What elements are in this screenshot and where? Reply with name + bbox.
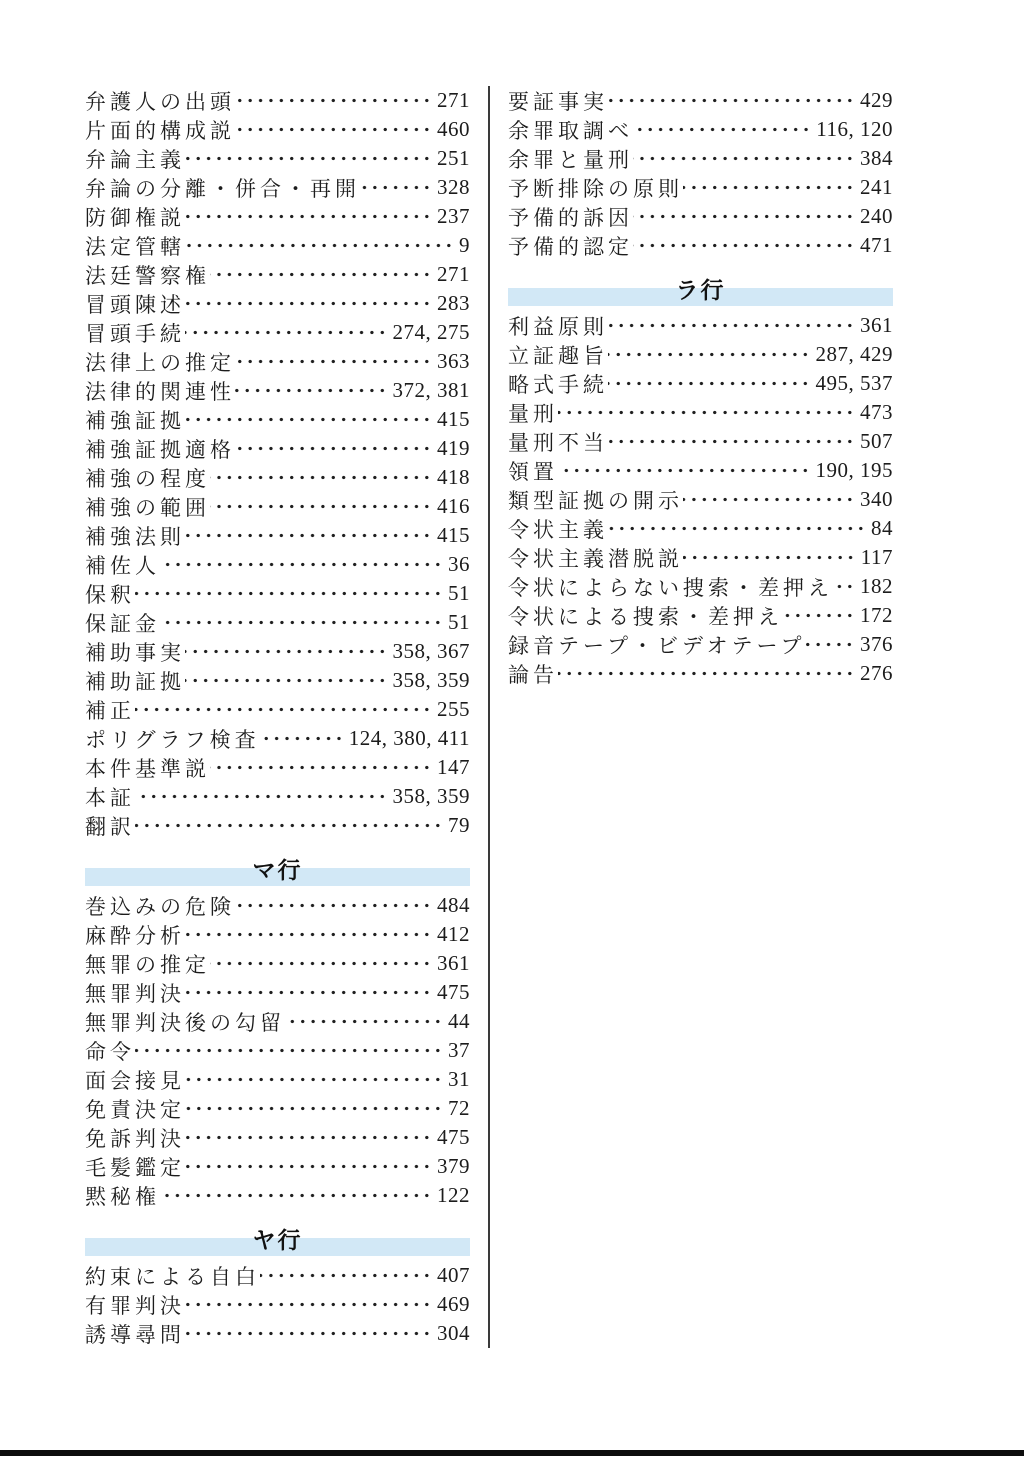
index-entry [85,1181,470,1210]
index-entry [85,637,470,666]
dot-leader [608,90,855,111]
entry-pages: 415 [437,407,470,431]
entry-term: 余罪と量刑 [508,147,633,172]
entry-term: 補正 [85,698,135,723]
entry-term: 補強証拠適格 [85,437,235,462]
index-entry [508,398,893,427]
entry-term: 保釈 [85,582,135,607]
dot-leader [608,373,811,394]
entry-pages: 363 [437,349,470,373]
entry-pages: 361 [437,951,470,975]
entry-term: 冒頭陳述 [85,292,185,317]
index-entry [85,1261,470,1290]
entry-term: 予備的訴因 [508,205,633,230]
entry-pages: 507 [860,429,893,453]
dot-leader [633,148,855,169]
entry-pages: 473 [860,400,893,424]
index-entry [85,86,470,115]
column-divider [488,86,490,1348]
index-entry [508,427,893,456]
index-entry [85,463,470,492]
entry-term: 面会接見 [85,1068,185,1093]
index-entry [85,1065,470,1094]
dot-leader [285,1011,443,1032]
index-entry [85,202,470,231]
index-entry [85,949,470,978]
dot-leader [210,496,432,517]
dot-leader [235,380,388,401]
index-entry [85,695,470,724]
dot-leader [805,634,855,655]
entry-term: 免責決定 [85,1097,185,1122]
dot-leader [633,206,855,227]
dot-leader [608,344,811,365]
index-entry [85,115,470,144]
entry-term: 黙秘権 [85,1184,160,1209]
section-header [85,852,470,886]
entry-term: 要証事実 [508,89,608,114]
index-entry [85,753,470,782]
entry-term: 予断排除の原則 [508,176,683,201]
entry-term: 補強の範囲 [85,495,210,520]
dot-leader [185,293,432,314]
entry-pages: 240 [860,204,893,228]
entry-pages: 44 [448,1009,470,1033]
entry-term: 片面的構成説 [85,118,235,143]
entry-pages: 358, 359 [392,668,470,692]
entry-pages: 271 [437,88,470,112]
entry-pages: 460 [437,117,470,141]
entry-pages: 384 [860,146,893,170]
entry-term: 法律的関連性 [85,379,235,404]
entry-pages: 418 [437,465,470,489]
dot-leader [185,525,432,546]
entry-pages: 340 [860,487,893,511]
index-entry [85,891,470,920]
entry-term: 補佐人 [85,553,160,578]
index-entry [85,550,470,579]
entry-term: 毛髪鑑定 [85,1155,185,1180]
entry-term: 補助証拠 [85,669,185,694]
dot-leader [160,554,443,575]
index-entry [85,492,470,521]
section-header [508,272,893,306]
entry-pages: 475 [437,980,470,1004]
entry-term: 法廷警察権 [85,263,210,288]
index-entry [85,782,470,811]
entry-term: 弁論の分離・併合・再開 [85,176,360,201]
dot-leader [185,1294,432,1315]
entry-pages: 274, 275 [392,320,470,344]
entry-pages: 241 [860,175,893,199]
entry-pages: 328 [437,175,470,199]
index-entry [85,521,470,550]
entry-pages: 122 [437,1183,470,1207]
entry-term: 弁護人の出頭 [85,89,235,114]
index-entry [85,1094,470,1123]
index-entry [508,456,893,485]
dot-leader [608,518,866,539]
dot-leader [683,177,855,198]
entry-term: 量刑 [508,401,558,426]
index-entry [85,811,470,840]
index-entry [85,666,470,695]
section-header-label: ラ行 [675,278,726,304]
entry-pages: 117 [860,545,893,569]
section-header-label: ヤ行 [252,1228,303,1254]
entry-pages: 237 [437,204,470,228]
index-entry [85,579,470,608]
section-header-label: マ行 [252,858,303,884]
index-entry [85,1007,470,1036]
entry-pages: 475 [437,1125,470,1149]
dot-leader [683,489,855,510]
entry-term: 有罪判決 [85,1293,185,1318]
entry-term: 保証金 [85,611,160,636]
entry-term: 巻込みの危険 [85,894,235,919]
dot-leader [185,982,432,1003]
entry-pages: 51 [448,581,470,605]
dot-leader [185,1156,432,1177]
index-entry [508,202,893,231]
entry-term: 略式手続 [508,372,608,397]
index-entry [85,434,470,463]
index-entry [508,115,893,144]
index-entry [85,347,470,376]
dot-leader [260,728,344,749]
entry-pages: 495, 537 [815,371,893,395]
entry-pages: 172 [860,603,893,627]
index-entry [85,144,470,173]
entry-pages: 304 [437,1321,470,1345]
dot-leader [683,547,856,568]
dot-leader [235,90,432,111]
dot-leader [235,438,432,459]
dot-leader [160,612,443,633]
dot-leader [135,699,432,720]
entry-term: 令状主義潜脱説 [508,546,683,571]
entry-term: 無罪判決 [85,981,185,1006]
dot-leader [185,206,432,227]
index-entry [85,231,470,260]
entry-term: 類型証拠の開示 [508,488,683,513]
dot-leader [185,235,454,256]
entry-term: 誘導尋問 [85,1322,185,1347]
entry-term: 立証趣旨 [508,343,608,368]
dot-leader [608,315,855,336]
index-entry [85,1152,470,1181]
entry-term: 麻酔分析 [85,923,185,948]
index-entry [85,920,470,949]
index-entry [508,601,893,630]
index-entry [85,1319,470,1348]
dot-leader [235,119,432,140]
index-entry [85,1123,470,1152]
dot-leader [210,467,432,488]
entry-term: 補助事実 [85,640,185,665]
entry-term: 本証 [85,785,135,810]
dot-leader [210,264,432,285]
dot-leader [185,641,388,662]
dot-leader [185,670,388,691]
entry-pages: 31 [448,1067,470,1091]
dot-leader [235,351,432,372]
entry-term: 命令 [85,1039,135,1064]
entry-term: 補強法則 [85,524,185,549]
entry-pages: 255 [437,697,470,721]
index-entry [508,543,893,572]
entry-term: 令状によらない捜索・差押え [508,575,833,600]
index-entry [85,1036,470,1065]
entry-pages: 72 [448,1096,470,1120]
entry-term: 約束による自白 [85,1264,260,1289]
entry-pages: 412 [437,922,470,946]
entry-term: 利益原則 [508,314,608,339]
dot-leader [783,605,855,626]
entry-pages: 190, 195 [815,458,893,482]
dot-leader [185,322,388,343]
entry-term: 無罪の推定 [85,952,210,977]
index-entry [85,978,470,1007]
entry-term: 本件基準説 [85,756,210,781]
dot-leader [210,757,432,778]
index-entry [508,173,893,202]
dot-leader [135,1040,443,1061]
entry-term: 免訴判決 [85,1126,185,1151]
dot-leader [185,148,432,169]
index-entry [508,485,893,514]
dot-leader [185,924,432,945]
entry-pages: 9 [459,233,470,257]
entry-pages: 419 [437,436,470,460]
dot-leader [633,119,811,140]
dot-leader [608,431,855,452]
entry-term: 補強証拠 [85,408,185,433]
entry-pages: 372, 381 [392,378,470,402]
entry-pages: 358, 367 [392,639,470,663]
entry-term: 翻訳 [85,814,135,839]
index-entry [85,289,470,318]
index-entry [85,405,470,434]
entry-pages: 84 [871,516,893,540]
entry-term: 令状による捜索・差押え [508,604,783,629]
index-entry [85,724,470,753]
page-bottom-rule [0,1450,1024,1456]
entry-term: 録音テープ・ビデオテープ [508,633,806,658]
entry-pages: 79 [448,813,470,837]
index-entry [508,340,893,369]
entry-term: 令状主義 [508,517,608,542]
entry-pages: 376 [860,632,893,656]
entry-pages: 283 [437,291,470,315]
index-entry [508,630,893,659]
dot-leader [558,663,855,684]
dot-leader [558,460,811,481]
entry-pages: 182 [860,574,893,598]
entry-term: 補強の程度 [85,466,210,491]
index-entry [85,318,470,347]
index-entry [508,311,893,340]
entry-term: 冒頭手続 [85,321,185,346]
entry-pages: 484 [437,893,470,917]
index-entry [508,144,893,173]
index-entry [85,608,470,637]
index-entry [85,1290,470,1319]
entry-pages: 116, 120 [816,117,893,141]
entry-pages: 415 [437,523,470,547]
dot-leader [833,576,855,597]
entry-term: 無罪判決後の勾留 [85,1010,285,1035]
entry-pages: 416 [437,494,470,518]
dot-leader [135,786,388,807]
entry-term: 量刑不当 [508,430,608,455]
entry-pages: 51 [448,610,470,634]
entry-term: 予備的認定 [508,234,633,259]
section-header [85,1222,470,1256]
index-entry [85,260,470,289]
dot-leader [360,177,432,198]
index-entry [85,376,470,405]
entry-pages: 124, 380, 411 [348,726,470,750]
entry-pages: 379 [437,1154,470,1178]
index-entry [508,231,893,260]
entry-pages: 361 [860,313,893,337]
entry-pages: 276 [860,661,893,685]
entry-pages: 36 [448,552,470,576]
dot-leader [135,583,443,604]
dot-leader [633,235,855,256]
dot-leader [185,409,432,430]
entry-pages: 471 [860,233,893,257]
entry-term: ポリグラフ検査 [85,727,260,752]
entry-term: 領置 [508,459,558,484]
entry-term: 防御権説 [85,205,185,230]
entry-pages: 407 [437,1263,470,1287]
dot-leader [185,1098,443,1119]
entry-term: 法律上の推定 [85,350,235,375]
index-entry [508,514,893,543]
index-column-left [85,86,470,1348]
entry-pages: 429 [860,88,893,112]
dot-leader [210,953,432,974]
dot-leader [235,895,432,916]
index-entry [508,86,893,115]
entry-pages: 271 [437,262,470,286]
entry-pages: 287, 429 [815,342,893,366]
dot-leader [160,1185,432,1206]
entry-term: 論告 [508,662,558,687]
entry-pages: 251 [437,146,470,170]
dot-leader [260,1265,432,1286]
entry-pages: 358, 359 [392,784,470,808]
dot-leader [185,1069,443,1090]
index-entry [508,572,893,601]
index-entry [508,659,893,688]
dot-leader [185,1127,432,1148]
dot-leader [558,402,855,423]
dot-leader [185,1323,432,1344]
entry-pages: 147 [437,755,470,779]
entry-term: 法定管轄 [85,234,185,259]
entry-term: 弁論主義 [85,147,185,172]
entry-pages: 469 [437,1292,470,1316]
entry-pages: 37 [448,1038,470,1062]
entry-term: 余罪取調べ [508,118,633,143]
dot-leader [135,815,443,836]
index-entry [85,173,470,202]
index-column-right [508,86,893,688]
index-entry [508,369,893,398]
